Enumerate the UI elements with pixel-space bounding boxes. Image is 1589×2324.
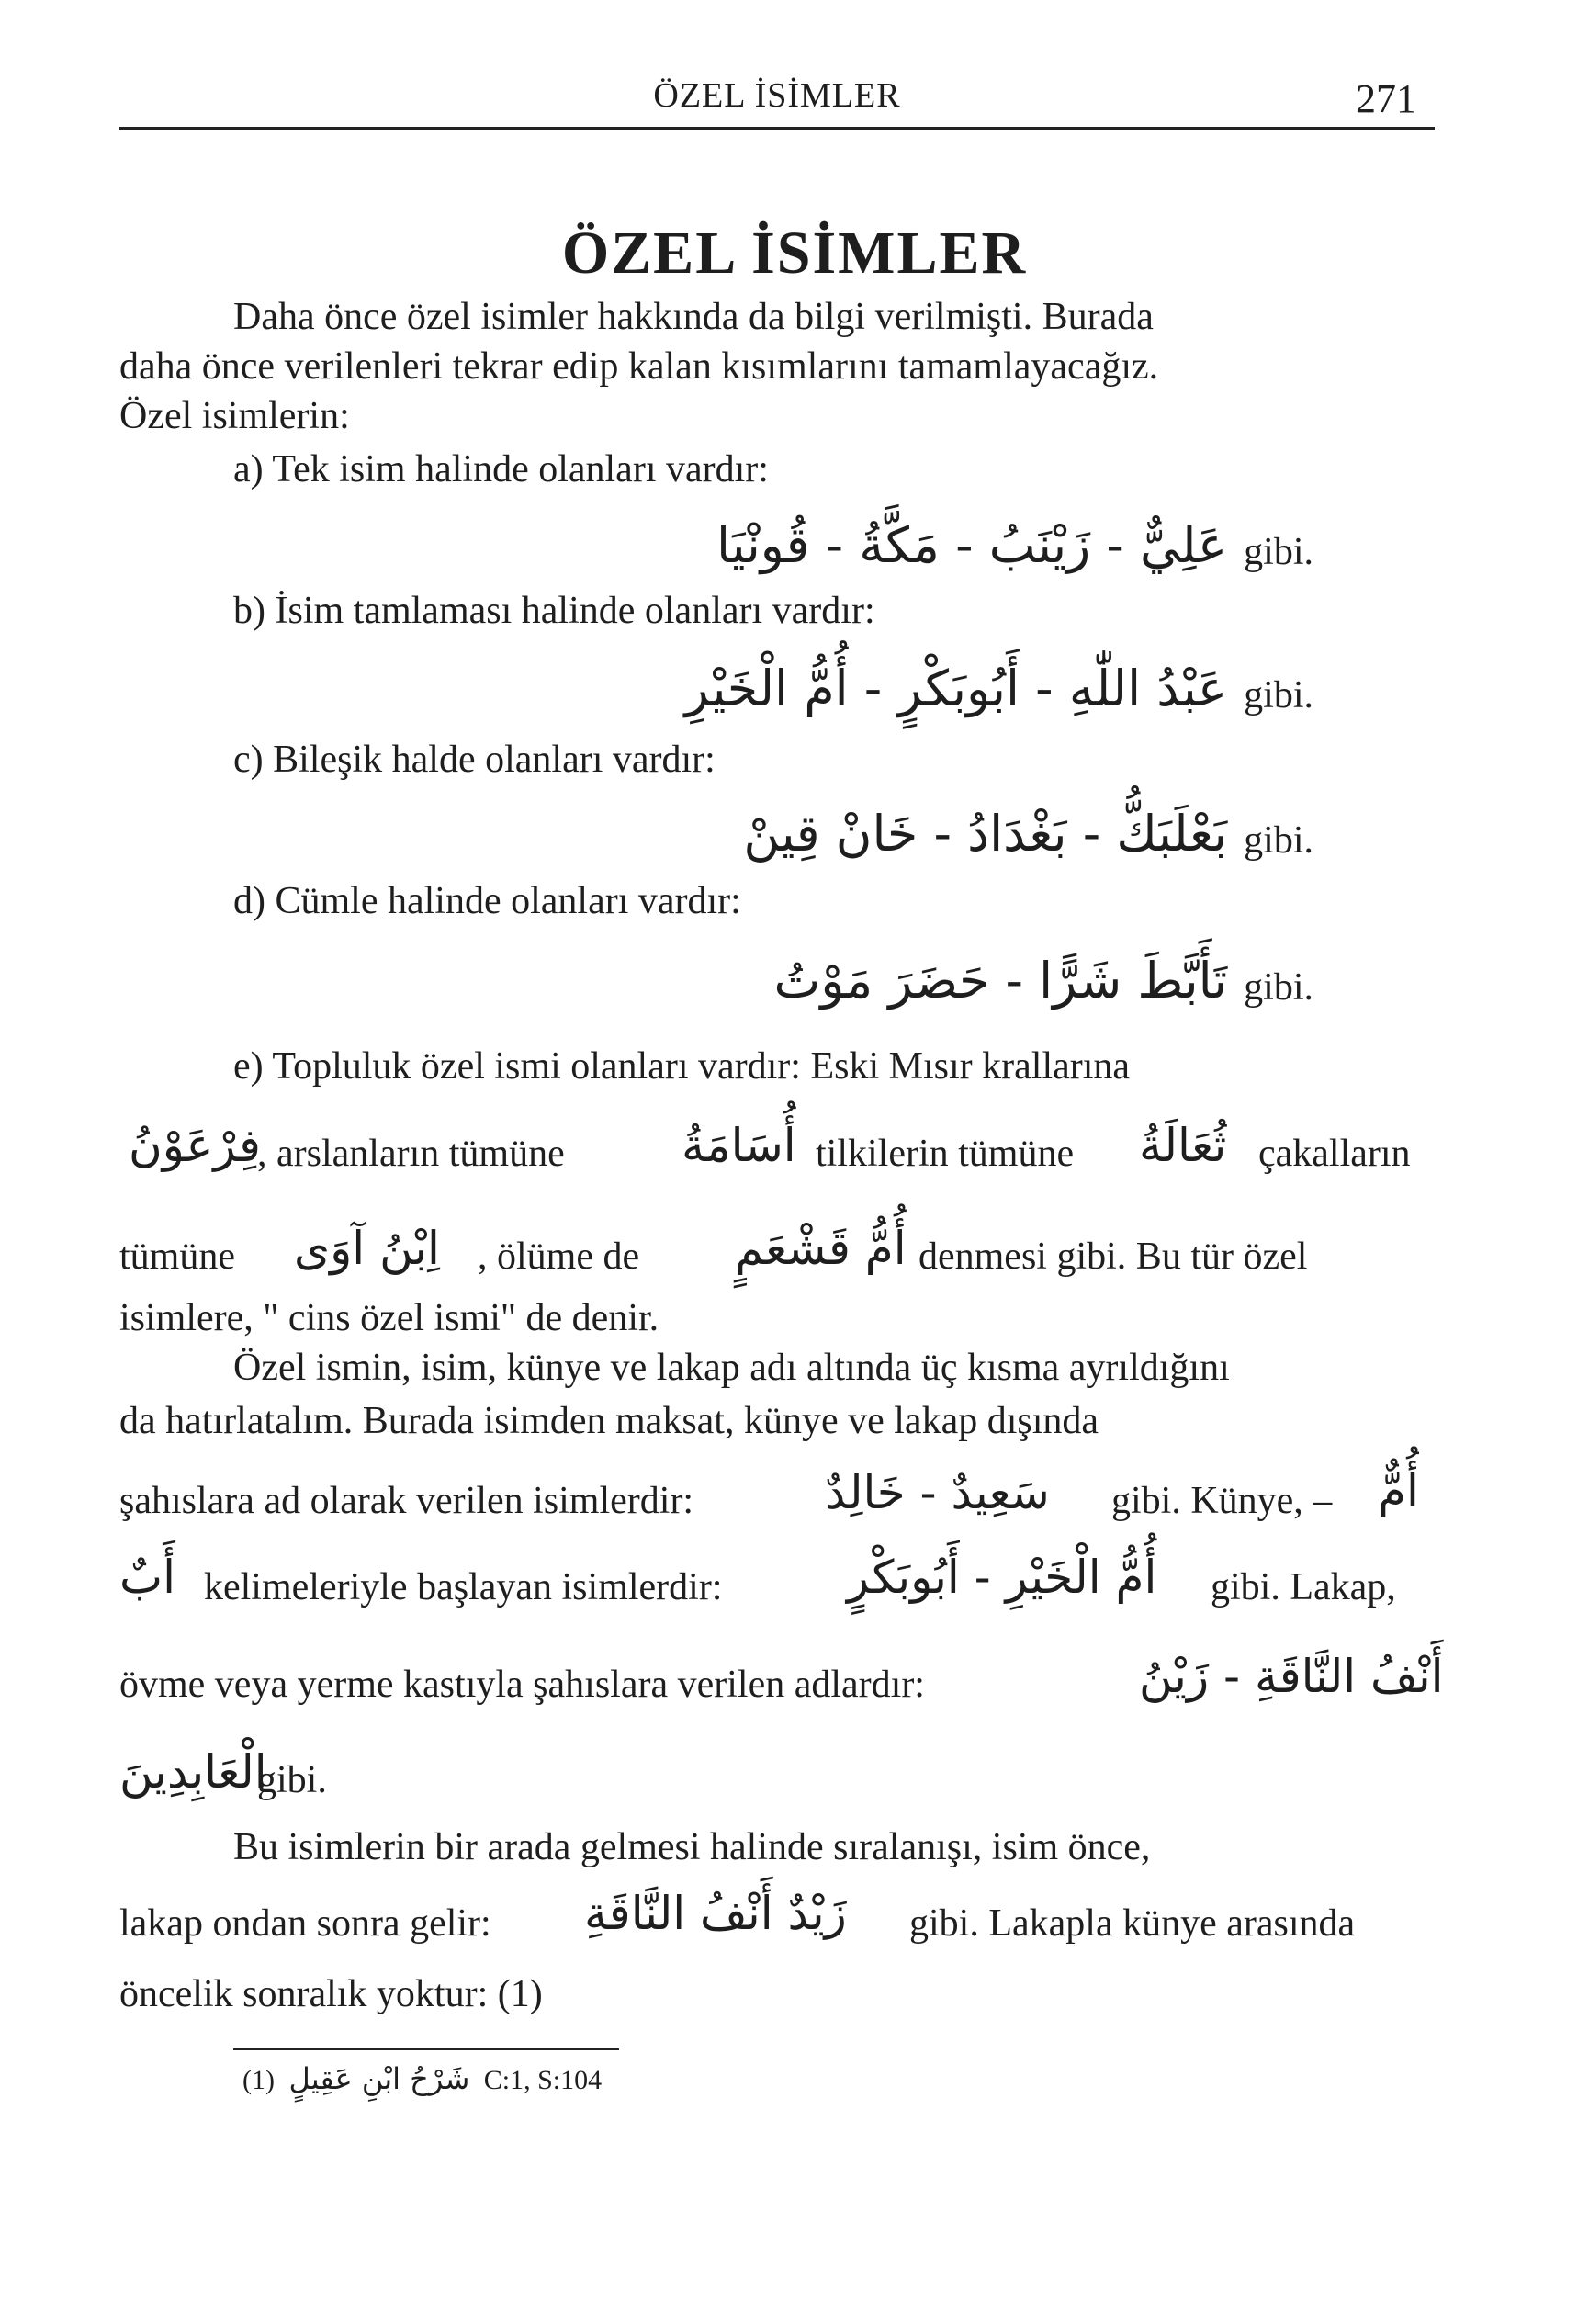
e-line2-text-2: tilkilerin tümüne xyxy=(816,1133,1075,1175)
e-line3-text-3: denmesi gibi. Bu tür özel xyxy=(918,1235,1308,1278)
e-line2-text-3: çakalların xyxy=(1258,1133,1411,1175)
item-e-text: e) Topluluk özel ismi olanları vardır: Eski Mısır krallarına xyxy=(233,1045,1131,1088)
footnote-marker: (1) xyxy=(242,2065,275,2095)
footnote xyxy=(242,2061,602,2096)
item-b-examples xyxy=(685,660,1313,717)
item-a-examples xyxy=(716,516,1313,574)
header-rule xyxy=(119,127,1435,130)
footnote-arabic-source: شَرْحُ ابْنِ عَقِيلٍ xyxy=(288,2061,470,2096)
order-line-1: Bu isimlerin bir arada gelmesi halinde sıralanışı, isim önce, xyxy=(233,1826,1151,1868)
order-line2-text-2: gibi. Lakapla künye arasında xyxy=(909,1902,1356,1945)
e-line3-text-2: , ölüme de xyxy=(478,1235,640,1278)
kunye-line3-text-1: şahıslara ad olarak verilen isimlerdir: xyxy=(119,1480,694,1522)
arabic-usame: أُسَامَةُ xyxy=(682,1119,796,1172)
item-d-examples xyxy=(774,952,1313,1010)
item-b-arabic: عَبْدُ اللّٰهِ - أَبُوبَكْرٍ - أُمُّ الْخَيْرِ xyxy=(684,660,1228,717)
item-c-label: c) Bileşik halde olanları vardır: xyxy=(233,739,716,781)
arabic-ibn-ava: اِبْنُ آوَى xyxy=(294,1222,440,1275)
kunye-line4-text-1: kelimeleriyle başlayan isimlerdir: xyxy=(204,1566,723,1608)
intro-line-2: daha önce verilenleri tekrar edip kalan kısımlarını tamamlayacağız. xyxy=(119,345,1159,388)
arabic-umm: أُمٌّ xyxy=(1378,1464,1419,1517)
kunye-line3-text-2: gibi. Künye, – xyxy=(1111,1480,1333,1522)
arabic-enf-zeyn: أَنْفُ النَّاقَةِ - زَيْنُ xyxy=(1139,1650,1444,1703)
intro-line-3: Özel isimlerin: xyxy=(119,395,350,437)
arabic-said-halid: سَعِيدٌ - خَالِدٌ xyxy=(825,1466,1050,1519)
item-c-examples xyxy=(743,805,1313,863)
item-d-arabic: تَأَبَّطَ شَرًّا - حَضَرَ مَوْتُ xyxy=(773,952,1228,1010)
arabic-eb: أَبٌ xyxy=(119,1551,175,1604)
item-a-arabic: عَلِيٌّ - زَيْنَبُ - مَكَّةُ - قُونْيَا xyxy=(716,516,1228,574)
arabic-zeyd-enf: زَيْدٌ أَنْفُ النَّاقَةِ xyxy=(584,1887,847,1940)
e-line-4: isimlere, " cins özel ismi" de denir. xyxy=(119,1297,659,1339)
kunye-line4-text-2: gibi. Lakap, xyxy=(1211,1566,1396,1608)
item-d-gibi: gibi. xyxy=(1244,966,1313,1009)
arabic-firavun: فِرْعَوْنُ xyxy=(129,1119,261,1172)
item-b-label: b) İsim tamlaması halinde olanları vardır: xyxy=(233,590,875,632)
order-line2-text-1: lakap ondan sonra gelir: xyxy=(119,1902,491,1945)
e-line2-text-1: , arslanların tümüne xyxy=(257,1133,565,1175)
kunye-line-1: Özel ismin, isim, künye ve lakap adı altında üç kısma ayrıldığını xyxy=(233,1347,1230,1389)
chapter-title: ÖZEL İSİMLER xyxy=(561,220,1028,287)
item-c-gibi: gibi. xyxy=(1244,819,1313,862)
item-d-label: d) Cümle halinde olanları vardır: xyxy=(233,880,741,922)
item-e-line-1 xyxy=(233,1047,1435,1086)
running-title: ÖZEL İSİMLER xyxy=(653,76,901,115)
item-b-gibi: gibi. xyxy=(1244,674,1313,716)
item-a-label: a) Tek isim halinde olanları vardır: xyxy=(233,448,769,491)
item-a-gibi: gibi. xyxy=(1244,531,1313,573)
kunye-line5-text-1: övme veya yerme kastıyla şahıslara verilen adlardır: xyxy=(119,1664,925,1706)
arabic-umm-hayr-ebubekir: أُمُّ الْخَيْرِ - أَبُوبَكْرٍ xyxy=(847,1551,1157,1604)
item-c-arabic: بَعْلَبَكُّ - بَغْدَادُ - خَانْ قِينْ xyxy=(743,805,1228,863)
kunye-line6-text-1: gibi. xyxy=(257,1759,327,1801)
e-line3-text-1: tümüne xyxy=(119,1235,235,1278)
page-number: 271 xyxy=(1356,76,1416,121)
footnote-rule xyxy=(233,2048,619,2050)
arabic-abidin: الْعَابِدِينَ xyxy=(119,1745,267,1799)
intro-line-1: Daha önce özel isimler hakkında da bilgi verilmişti. Burada xyxy=(233,296,1154,338)
arabic-suale: ثُعَالَةُ xyxy=(1139,1119,1227,1172)
running-header xyxy=(119,75,1435,130)
order-line-3: öncelik sonralık yoktur: (1) xyxy=(119,1973,543,2015)
arabic-umm-kasam: أُمُّ قَشْعَمٍ xyxy=(735,1222,907,1275)
footnote-reference: C:1, S:104 xyxy=(483,2065,603,2095)
kunye-line-2: da hatırlatalım. Burada isimden maksat, künye ve lakap dışında xyxy=(119,1400,1099,1442)
